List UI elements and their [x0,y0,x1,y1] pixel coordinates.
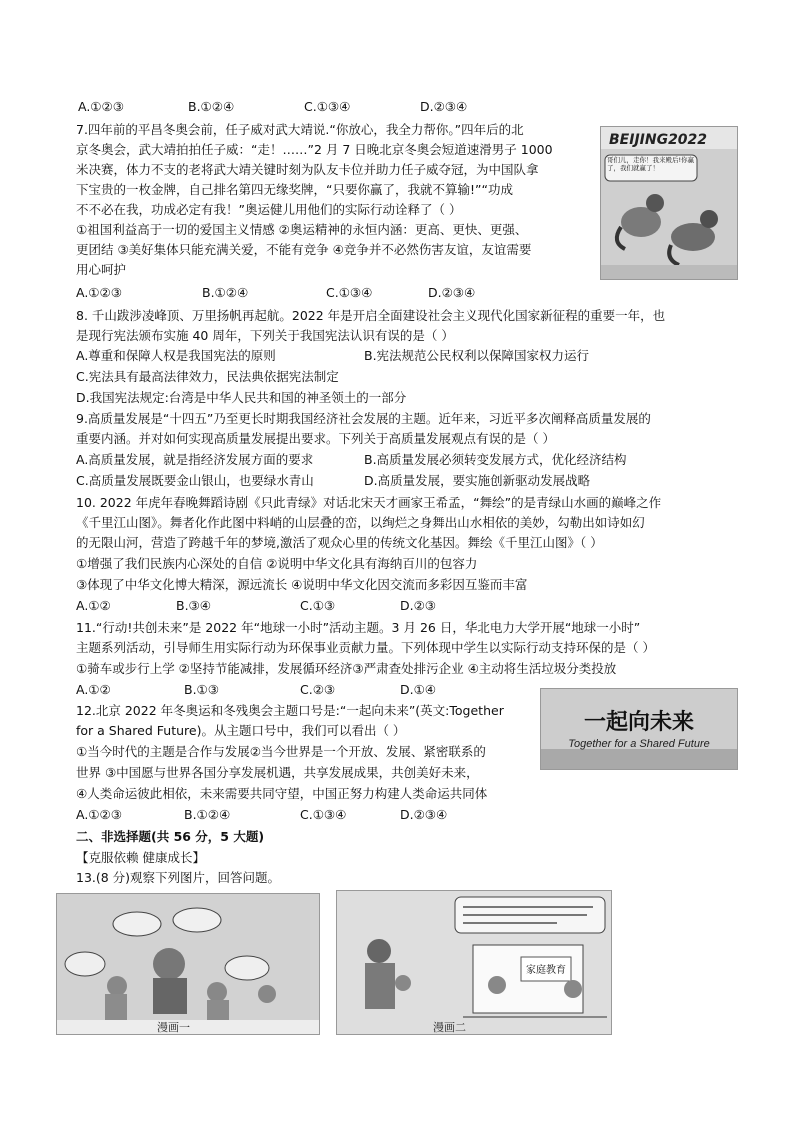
q7-option-b: B.①②④ [202,285,249,300]
cartoon-two-caption: 漫画二 [433,1021,466,1034]
q10-option-d: D.②③ [400,598,437,613]
cartoon-two-board-text: 家庭教育 [526,965,566,976]
q12-option-d: D.②③④ [400,807,448,822]
q12-line-2: for a Shared Future)。从主题口号中，我们可以看出（ ） [76,723,406,738]
q7-line-2: 京冬奥会，武大靖拍拍任子威：“走！……”2 月 7 日晚北京冬奥会短道速滑男子 1000 [76,142,553,157]
q9-line-1: 9.高质量发展是“十四五”乃至更长时期我国经济社会发展的主题。近年来，习近平多次阐释高质量发展的 [76,411,651,426]
q11-line-3: ①骑车或步行上学 ②坚持节能减排，发展循环经济③严肃查处排污企业 ④主动将生活垃圾分类投放 [76,661,617,676]
q7-line-5: 不不必在我，功成必定有我！”奥运健儿用他们的实际行动诠释了（ ） [76,202,462,217]
q8-option-d: D.我国宪法规定:台湾是中华人民共和国的神圣领土的一部分 [76,390,407,405]
q9-line-2: 重要内涵。并对如何实现高质量发展提出要求。下列关于高质量发展观点有误的是（ ） [76,431,555,446]
section2-heading: 二、非选择题(共 56 分，5 大题) [76,829,265,844]
cartoon-one-caption: 漫画一 [157,1021,190,1034]
q7-beijing-banner: BEIJING2022 [609,132,708,148]
q8-option-b: B.宪法规范公民权利以保障国家权力运行 [364,348,590,363]
q11-line-1: 11.“行动!共创未来”是 2022 年“地球一小时”活动主题。3 月 26 日，华北电力大学开展“地球一小时” [76,620,641,635]
q8-option-c: C.宪法具有最高法律效力，民法典依据宪法制定 [76,369,339,384]
q6-option-b: B.①②④ [188,99,235,114]
q11-option-a: A.①② [76,682,111,697]
cartoon-one-image [56,893,320,1035]
q7-line-7: 更团结 ③美好集体只能充满关爱，不能有竞争 ④竞争并不必然伤害友谊，友谊需要 [76,242,532,257]
q8-line-1: 8. 千山跋涉凌峰顶、万里扬帆再起航。2022 年是开启全面建设社会主义现代化国家新征程的重要一年，也 [76,308,666,323]
q9-option-b: B.高质量发展必须转变发展方式，优化经济结构 [364,452,627,467]
q10-option-a: A.①② [76,598,111,613]
q12-option-c: C.①③④ [300,807,347,822]
q7-line-1: 7.四年前的平昌冬奥会前，任子威对武大靖说.“你放心，我全力帮你。”四年后的北 [76,122,524,137]
q10-line-2: 《千里江山图》。舞者化作此图中料峭的山层叠的峦，以绚烂之身舞出山水相依的美妙，勾勒出如诗如幻 [76,515,645,530]
q9-option-a: A.高质量发展，就是指经济发展方面的要求 [76,452,314,467]
q8-option-a: A.尊重和保障人权是我国宪法的原则 [76,348,276,363]
q10-option-c: C.①③ [300,598,336,613]
q7-option-c: C.①③④ [326,285,373,300]
q12-line-5: ④人类命运彼此相依，未来需要共同守望，中国正努力构建人类命运共同体 [76,786,488,801]
q7-option-d: D.②③④ [428,285,476,300]
q6-option-a: A.①②③ [78,99,124,114]
q6-option-c: C.①③④ [304,99,351,114]
q7-line-8: 用心呵护 [76,262,127,277]
q10-line-1: 10. 2022 年虎年春晚舞蹈诗剧《只此青绿》对话北宋天才画家王希孟，“舞绘”的是青绿山水画的巅峰之作 [76,495,662,510]
q11-option-b: B.①③ [184,682,219,697]
cartoon-two-image [336,890,612,1035]
section2-unit-title: 【克服依赖 健康成长】 [76,850,205,865]
q7-speech-bubble: 哥们儿，走你！我来殿后!你赢了，我们就赢了！ [607,156,695,172]
q12-line-3: ①当今时代的主题是合作与发展②当今世界是一个开放、发展、紧密联系的 [76,744,486,759]
q12-line-1: 12.北京 2022 年冬奥运和冬残奥会主题口号是:“一起向未来”(英文:Together [76,703,504,718]
q11-option-d: D.①④ [400,682,437,697]
q7-line-4: 下宝贵的一枚金牌，自己排名第四无缘奖牌，“只要你赢了，我就不算输!”“功成 [76,182,513,197]
q7-olympic-cartoon-image [600,126,738,280]
q12-option-a: A.①②③ [76,807,122,822]
q10-option-b: B.③④ [176,598,211,613]
q7-line-3: 米决赛，体力不支的老将武大靖关键时刻为队友卡位并助力任子威夺冠，为中国队拿 [76,162,539,177]
q9-option-d: D.高质量发展，要实施创新驱动发展战略 [364,473,591,488]
q7-line-6: ①祖国利益高于一切的爱国主义情感 ②奥运精神的永恒内涵：更高、更快、更强、 [76,222,528,237]
q10-line-5: ③体现了中华文化博大精深，源远流长 ④说明中华文化因交流而多彩因互鉴而丰富 [76,577,528,592]
q11-option-c: C.②③ [300,682,336,697]
q10-line-3: 的无限山河，营造了跨越千年的梦境,激活了观众心里的传统文化基因。舞绘《千里江山图》（ ） [76,535,603,550]
q6-option-d: D.②③④ [420,99,468,114]
q12-slogan-image [540,688,738,770]
q8-line-2: 是现行宪法颁布实施 40 周年，下列关于我国宪法认识有误的是（ ） [76,328,454,343]
q12-line-4: 世界 ③中国愿与世界各国分享发展机遇，共享发展成果，共创美好未来， [76,765,479,780]
q7-option-a: A.①②③ [76,285,122,300]
q9-option-c: C.高质量发展既要金山银山，也要绿水青山 [76,473,314,488]
q12-slogan-en: Together for a Shared Future [568,738,710,750]
q11-line-2: 主题系列活动，引导师生用实际行动为环保事业贡献力量。下列体现中学生以实际行动支持环保的是（ ） [76,640,655,655]
q10-line-4: ①增强了我们民族内心深处的自信 ②说明中华文化具有海纳百川的包容力 [76,556,478,571]
q12-option-b: B.①②④ [184,807,231,822]
q12-slogan-cn: 一起向未来 [583,709,695,735]
q13-prompt: 13.(8 分)观察下列图片，回答问题。 [76,870,281,885]
